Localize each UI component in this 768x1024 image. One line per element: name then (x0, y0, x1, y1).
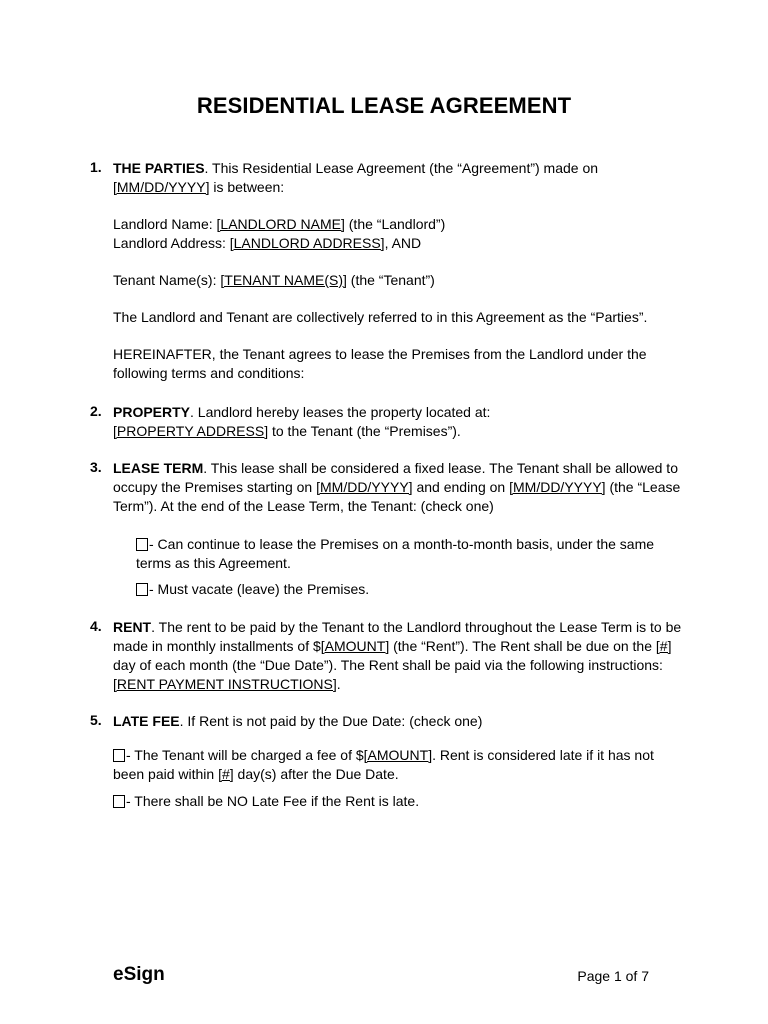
section-body (113, 159, 683, 401)
lease-end-field[interactable]: [MM/DD/YYYY] (509, 479, 606, 495)
section-number: 2. (90, 403, 102, 419)
text: and ending on (412, 479, 510, 495)
late-fee-option-none (113, 792, 673, 811)
checkbox[interactable] (136, 538, 148, 551)
checkbox[interactable] (113, 795, 125, 808)
checkbox[interactable] (136, 583, 148, 596)
agreement-date-field[interactable]: [MM/DD/YYYY] (113, 179, 210, 195)
section-number: 1. (90, 159, 102, 175)
lease-start-field[interactable]: [MM/DD/YYYY] (316, 479, 413, 495)
rent-due-day-field[interactable]: [#] (655, 638, 672, 654)
section-heading: THE PARTIES (113, 160, 205, 176)
document-title: RESIDENTIAL LEASE AGREEMENT (196, 93, 572, 118)
text: to the Tenant (the “Premises”). (268, 423, 461, 439)
text: (the “Landlord”) (344, 216, 446, 232)
text: (the “Lease Term”). At the end of the Lease Term, the Tenant: (check one) (113, 479, 681, 514)
text: is between: (209, 179, 285, 195)
section-heading: PROPERTY (113, 404, 191, 420)
landlord-info (113, 215, 683, 253)
late-fee-text (113, 712, 683, 731)
landlord-name-field[interactable]: [LANDLORD NAME] (216, 216, 345, 232)
text: (the “Rent”). The Rent shall be due on the (389, 638, 656, 654)
lease-term-option-vacate (136, 580, 696, 599)
option-text: - Can continue to lease the Premises on a month-to-month basis, under the same terms as this Agreement. (136, 536, 655, 571)
parties-intro (113, 159, 683, 197)
label: Landlord Address: (113, 235, 230, 251)
label: Landlord Name: (113, 216, 217, 232)
late-fee-amount-field[interactable]: [AMOUNT] (363, 747, 433, 763)
property-text (113, 403, 683, 441)
section-heading: LEASE TERM (113, 460, 204, 476)
section-heading: LATE FEE (113, 713, 180, 729)
hereinafter-clause: HEREINAFTER, the Tenant agrees to lease the Premises from the Landlord under the following terms and conditions: (113, 346, 647, 381)
label: Tenant Name(s): (113, 272, 221, 288)
text: (the “Tenant”) (346, 272, 435, 288)
section-number: 4. (90, 618, 102, 634)
text: , AND (384, 235, 422, 251)
rent-instructions-field[interactable]: [RENT PAYMENT INSTRUCTIONS] (113, 676, 337, 692)
text: . This Residential Lease Agreement (the “Agreement”) made on (204, 160, 599, 176)
option-text: . Rent is considered late if it has not been paid within (113, 747, 654, 782)
tenant-info (113, 271, 683, 290)
landlord-address-field[interactable]: [LANDLORD ADDRESS] (229, 235, 385, 251)
late-fee-option-charge (113, 746, 673, 784)
text: . (336, 676, 341, 692)
rent-text (113, 618, 683, 694)
text: . Landlord hereby leases the property located at: (190, 404, 491, 420)
text: day of each month (the “Due Date”). The Rent shall be paid via the following instructions: (113, 657, 663, 673)
page-number: Page 1 of 7 (577, 968, 649, 984)
section-body (113, 459, 683, 534)
tenant-name-field[interactable]: [TENANT NAME(S)] (220, 272, 347, 288)
late-fee-days-field[interactable]: [#] (218, 766, 234, 782)
text: . The rent to be paid by the Tenant to the Landlord throughout the Lease Term is to be made in monthly installments of $ (113, 619, 682, 654)
checkbox[interactable] (113, 749, 125, 762)
section-number: 5. (90, 712, 102, 728)
text: . This lease shall be considered a fixed lease. The Tenant shall be allowed to occupy the Premises starting on (113, 460, 678, 495)
lease-term-option-month-to-month (136, 535, 666, 573)
section-body (113, 618, 683, 712)
option-text: - The Tenant will be charged a fee of $ (126, 747, 364, 763)
section-heading: RENT (113, 619, 152, 635)
section-body (113, 403, 683, 459)
parties-definition: The Landlord and Tenant are collectively referred to in this Agreement as the “Parties”. (113, 309, 648, 325)
option-text: day(s) after the Due Date. (233, 766, 399, 782)
option-text: - Must vacate (leave) the Premises. (149, 581, 370, 597)
section-body (113, 712, 683, 749)
esign-logo: eSign (113, 964, 165, 985)
option-text: - There shall be NO Late Fee if the Rent is late. (126, 793, 420, 809)
property-address-field[interactable]: [PROPERTY ADDRESS] (113, 423, 269, 439)
text: . If Rent is not paid by the Due Date: (check one) (179, 713, 483, 729)
lease-term-text (113, 459, 683, 516)
section-number: 3. (90, 459, 102, 475)
rent-amount-field[interactable]: [AMOUNT] (320, 638, 390, 654)
